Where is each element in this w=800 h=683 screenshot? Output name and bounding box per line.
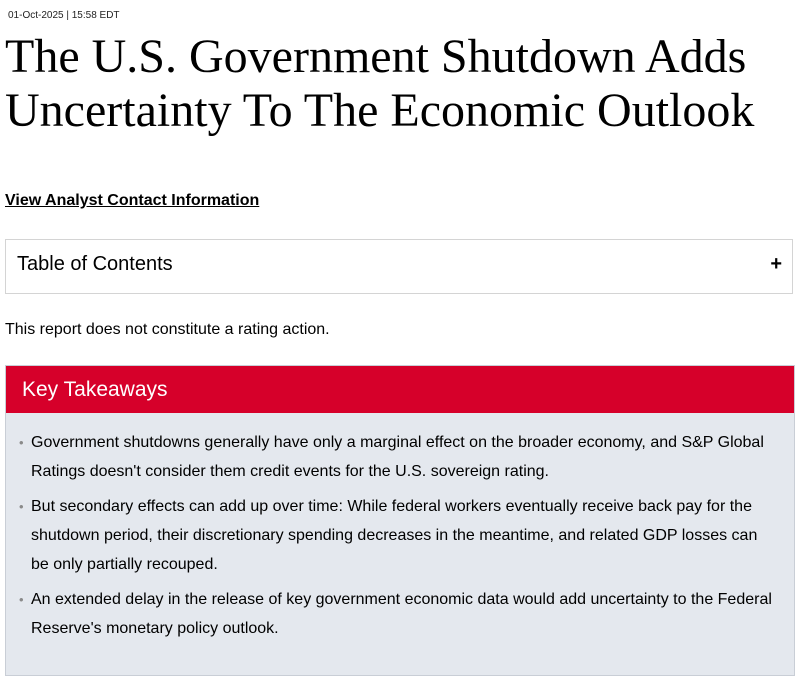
key-takeaways-title: Key Takeaways xyxy=(22,378,168,401)
bullet-icon: • xyxy=(19,592,24,607)
key-takeaways-header xyxy=(6,366,794,413)
bullet-icon: • xyxy=(19,499,24,514)
bullet-icon: • xyxy=(19,435,24,450)
list-item xyxy=(18,585,778,643)
list-item xyxy=(18,492,778,579)
key-takeaways-panel xyxy=(5,365,795,676)
publish-timestamp: 01-Oct-2025 | 15:58 EDT xyxy=(8,10,120,21)
key-takeaways-list xyxy=(18,428,778,649)
analyst-contact-link[interactable]: View Analyst Contact Information xyxy=(5,192,260,209)
takeaway-text: An extended delay in the release of key government economic data would add uncertainty to the Federal Reserve's monetary policy outlook. xyxy=(31,591,772,637)
takeaway-text: Government shutdowns generally have only a marginal effect on the broader economy, and S&P Global Ratings doesn't consider them credit events for the U.S. sovereign rating. xyxy=(31,434,764,480)
page-title: The U.S. Government Shutdown Adds Uncertainty To The Economic Outlook xyxy=(5,30,755,137)
list-item xyxy=(18,428,778,486)
table-of-contents-toggle[interactable] xyxy=(5,239,793,294)
takeaway-text: But secondary effects can add up over time: While federal workers eventually receive back pay for the shutdown period, their discretionary spending decreases in the meantime, and related GDP losses can be only partially recouped. xyxy=(31,498,758,573)
table-of-contents-label: Table of Contents xyxy=(17,253,173,275)
rating-disclaimer: This report does not constitute a rating action. xyxy=(5,321,330,338)
plus-icon[interactable]: + xyxy=(770,253,782,275)
